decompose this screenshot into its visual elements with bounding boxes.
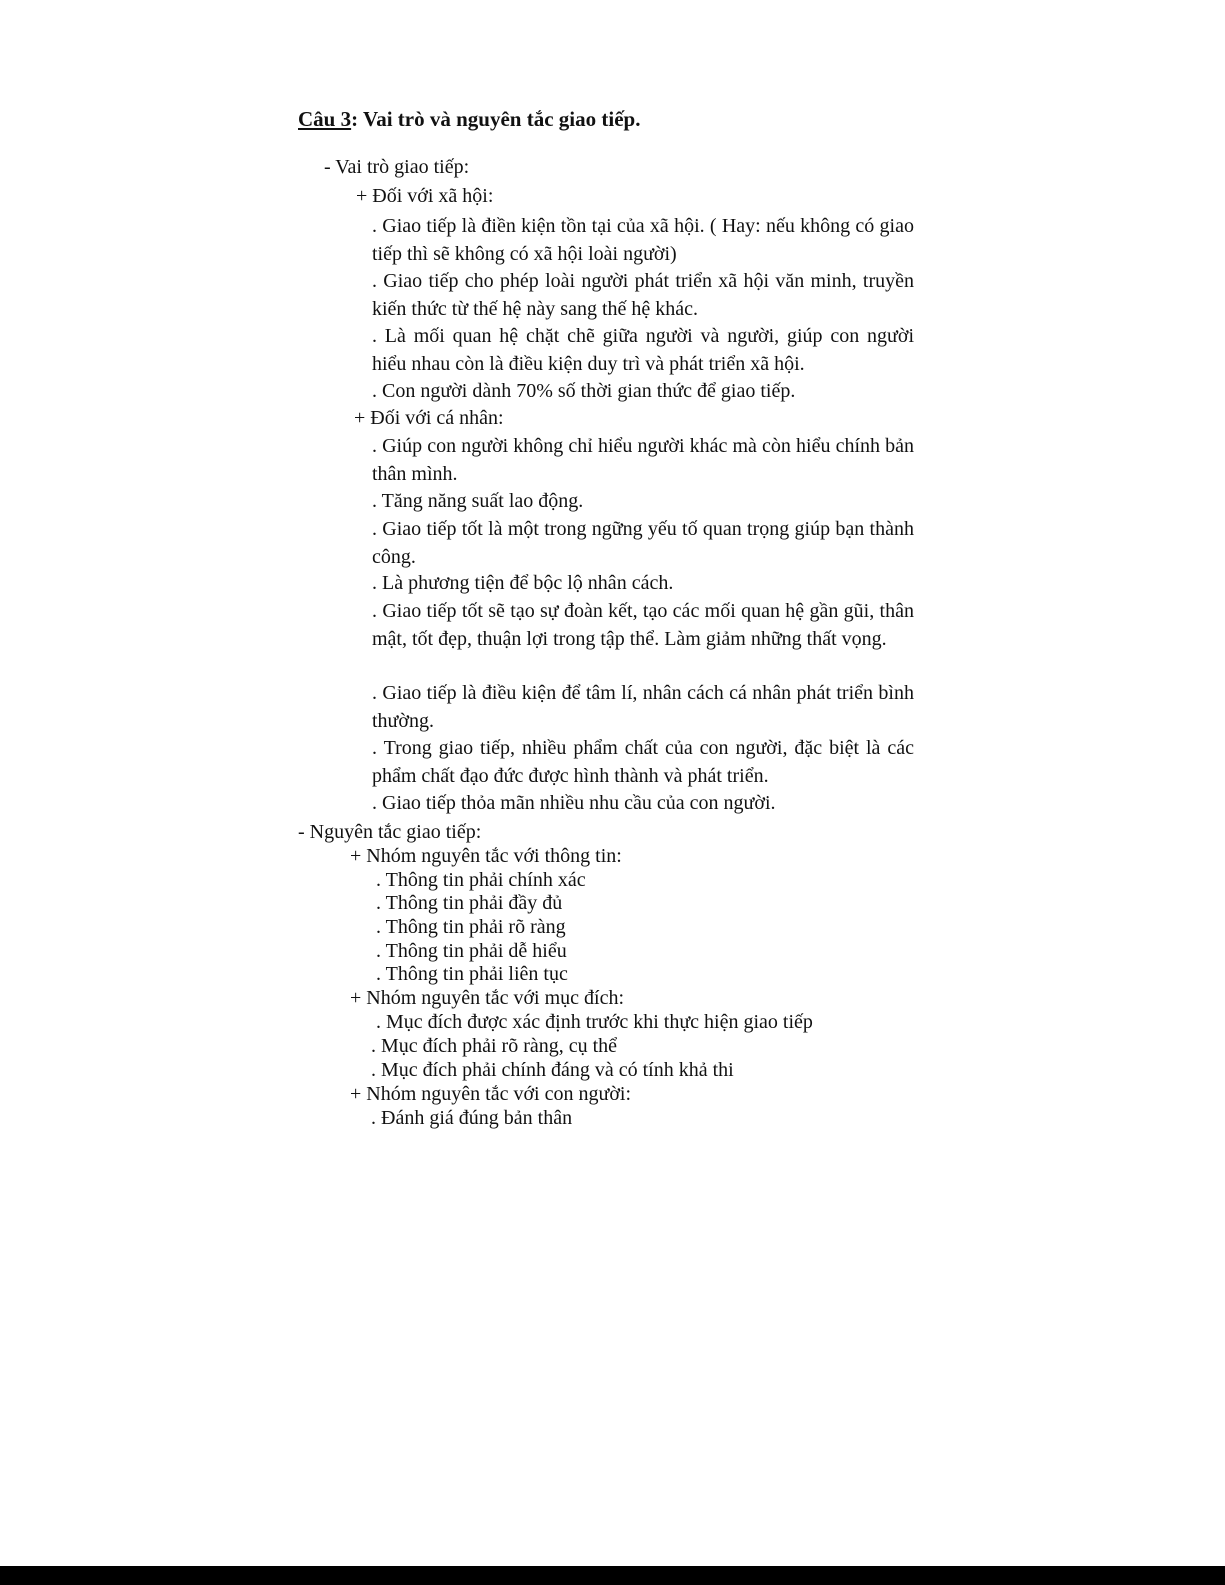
people-heading: + Nhóm nguyên tắc với con người: <box>350 1083 632 1105</box>
individual-item-6: . Giao tiếp là điều kiện để tâm lí, nhân cách cá nhân phát triển bình thường. <box>372 682 914 732</box>
roles-heading: - Vai trò giao tiếp: <box>324 156 470 178</box>
information-item-5: . Thông tin phải liên tục <box>376 963 568 985</box>
individual-item-7: . Trong giao tiếp, nhiều phẩm chất của con người, đặc biệt là các phẩm chất đạo đức được hình thành và phát triển. <box>372 737 914 787</box>
people-item-1: . Đánh giá đúng bản thân <box>371 1107 573 1129</box>
information-item-2: . Thông tin phải đầy đủ <box>376 892 563 914</box>
purpose-item-3: . Mục đích phải chính đáng và có tính khả thi <box>371 1059 734 1081</box>
society-item-2: . Giao tiếp cho phép loài người phát triển xã hội văn minh, truyền kiến thức từ thế hệ này sang thế hệ khác. <box>372 270 914 320</box>
question-title <box>298 106 640 132</box>
purpose-item-2: . Mục đích phải rõ ràng, cụ thể <box>371 1035 618 1057</box>
bottom-border <box>0 1566 1225 1585</box>
purpose-heading: + Nhóm nguyên tắc với mục đích: <box>350 987 625 1009</box>
information-item-4: . Thông tin phải dễ hiểu <box>376 940 567 962</box>
society-item-3: . Là mối quan hệ chặt chẽ giữa người và người, giúp con người hiểu nhau còn là điều kiện duy trì và phát triển xã hội. <box>372 325 914 375</box>
information-heading: + Nhóm nguyên tắc với thông tin: <box>350 845 622 867</box>
information-item-3: . Thông tin phải rõ ràng <box>376 916 566 938</box>
society-heading: + Đối với xã hội: <box>356 185 494 207</box>
society-item-4: . Con người dành 70% số thời gian thức để giao tiếp. <box>372 380 796 402</box>
question-title-text: : Vai trò và nguyên tắc giao tiếp. <box>351 107 641 131</box>
individual-item-5: . Giao tiếp tốt sẽ tạo sự đoàn kết, tạo các mối quan hệ gần gũi, thân mật, tốt đẹp, thuận lợi trong tập thể. Làm giảm những thất vọng. <box>372 600 914 650</box>
information-item-1: . Thông tin phải chính xác <box>376 869 586 891</box>
individual-item-1: . Giúp con người không chỉ hiểu người khác mà còn hiểu chính bản thân mình. <box>372 435 914 485</box>
individual-item-8: . Giao tiếp thỏa mãn nhiều nhu cầu của con người. <box>372 792 776 814</box>
principles-heading: - Nguyên tắc giao tiếp: <box>298 821 482 843</box>
individual-item-2: . Tăng năng suất lao động. <box>372 490 584 512</box>
question-label: Câu 3 <box>298 107 352 131</box>
individual-item-4: . Là phương tiện để bộc lộ nhân cách. <box>372 572 674 594</box>
individual-item-3: . Giao tiếp tốt là một trong ngững yếu tố quan trọng giúp bạn thành công. <box>372 518 914 568</box>
individual-heading: + Đối với cá nhân: <box>354 407 504 429</box>
purpose-item-1: . Mục đích được xác định trước khi thực hiện giao tiếp <box>376 1011 813 1033</box>
society-item-1: . Giao tiếp là điền kiện tồn tại của xã hội. ( Hay: nếu không có giao tiếp thì sẽ không có xã hội loài người) <box>372 215 914 265</box>
